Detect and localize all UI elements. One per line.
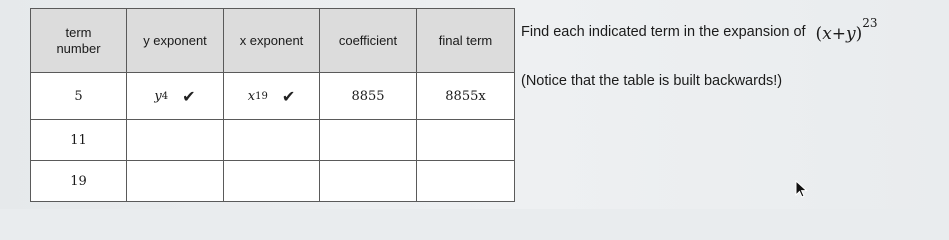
expr-plus: + <box>831 24 847 44</box>
cell-coefficient[interactable]: 8855 <box>320 73 417 120</box>
cell-x-exponent[interactable] <box>224 73 320 120</box>
binomial-terms-table <box>30 8 515 202</box>
expr-y: y <box>846 24 856 44</box>
y-exponent-value: 4 <box>161 90 169 102</box>
table-row-term-5 <box>31 73 515 120</box>
expr-open-paren: ( <box>815 24 823 44</box>
expr-x: x <box>822 24 832 44</box>
prompt-line <box>521 18 878 46</box>
header-final-term: final term <box>417 9 515 73</box>
cell-term-number: 19 <box>31 161 127 202</box>
cell-y-exponent[interactable] <box>127 161 224 202</box>
x-variable: x <box>247 88 256 104</box>
prompt-text: Find each indicated term in the expansion of <box>521 24 806 40</box>
header-x-exponent: x exponent <box>224 9 320 73</box>
binomial-expression <box>816 16 878 44</box>
cell-final-term[interactable] <box>417 161 515 202</box>
cell-coefficient[interactable] <box>320 161 417 202</box>
check-icon: ✔ <box>281 86 296 106</box>
cell-term-number: 11 <box>31 120 127 161</box>
table-row-term-11 <box>31 120 515 161</box>
cell-y-exponent[interactable] <box>127 73 224 120</box>
y-variable: y <box>154 88 162 104</box>
expr-power: 23 <box>862 16 878 30</box>
table-header-row <box>31 9 515 73</box>
cell-term-number: 5 <box>31 73 127 120</box>
check-icon: ✔ <box>182 86 196 106</box>
header-term-number: term number <box>31 9 127 73</box>
cell-final-term[interactable] <box>417 120 515 161</box>
note-text: (Notice that the table is built backwards!) <box>521 73 783 89</box>
x-exponent-value: 19 <box>255 90 268 102</box>
header-coefficient: coefficient <box>320 9 417 73</box>
cell-x-exponent[interactable] <box>224 161 320 202</box>
cell-y-exponent[interactable] <box>127 120 224 161</box>
cell-coefficient[interactable] <box>320 120 417 161</box>
cell-final-term[interactable]: 8855x <box>417 73 515 120</box>
table-row-term-19 <box>31 161 515 202</box>
cell-x-exponent[interactable] <box>224 120 320 161</box>
header-y-exponent: y exponent <box>127 9 224 73</box>
mouse-pointer-icon <box>795 180 809 198</box>
expr-close-paren: ) <box>855 24 863 44</box>
